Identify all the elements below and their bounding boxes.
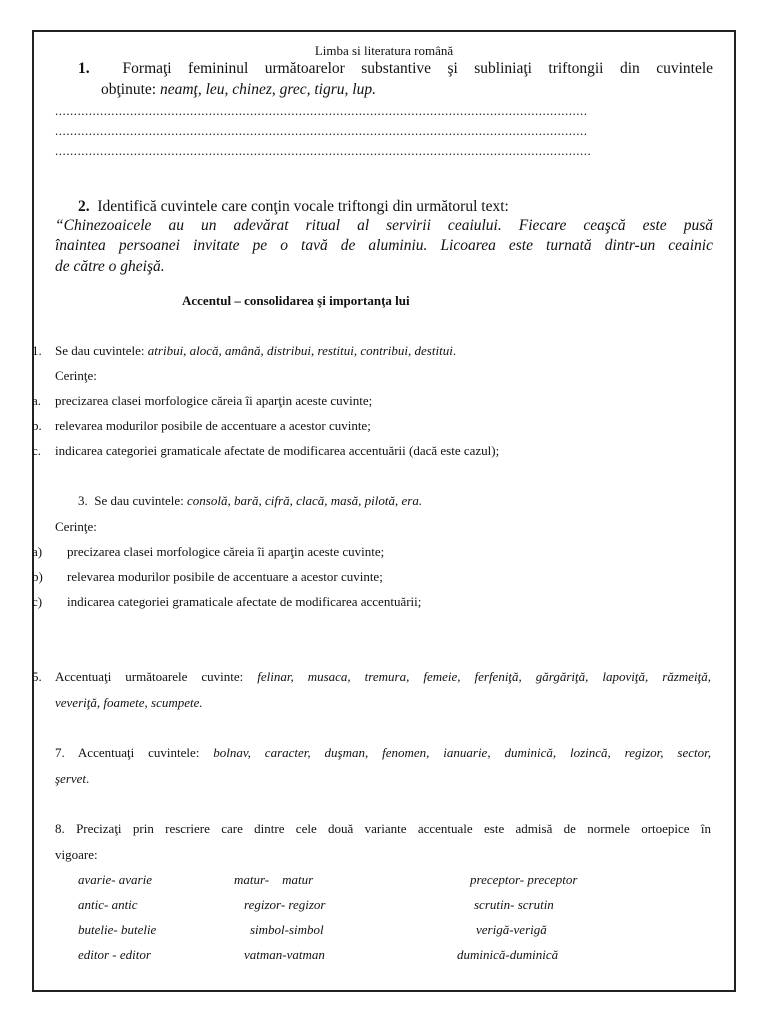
answer-line-2[interactable]: .............................................................................................................................................. bbox=[55, 123, 588, 138]
item-3-words: consolă, bară, cifră, clacă, masă, pilotă, era. bbox=[187, 493, 423, 508]
item-7-line-2: şervet. bbox=[55, 771, 90, 786]
exercise-2-text-line-2: înaintea persoanei invitate pe o tavă de aluminiu. Licoarea este turnată dintr-un ceainic bbox=[55, 237, 713, 254]
word-pair-4-2: vatman-vatman bbox=[244, 947, 325, 962]
word-pair-1-1: avarie- avarie bbox=[78, 872, 153, 887]
item-7-words: bolnav, caracter, duşman, fenomen, ianuarie, duminică, lozincă, regizor, sector, bbox=[213, 745, 712, 760]
item-1-req-c: indicarea categoriei gramaticale afectate de modificarea accentuării (dacă este cazul); bbox=[55, 443, 500, 458]
item-3-req-a: precizarea clasei morfologice căreia îi aparţin aceste cuvinte; bbox=[67, 544, 385, 559]
exercise-1-line-1 bbox=[78, 60, 713, 78]
item-3-text: 3. Se dau cuvintele: consolă, bară, cifră, clacă, masă, pilotă, era. bbox=[78, 493, 423, 508]
item-1-requirements-label: Cerinţe: bbox=[55, 368, 97, 383]
item-1-req-c-marker: c. bbox=[32, 443, 42, 458]
exercise-1-number: 1. bbox=[78, 60, 90, 77]
item-1-req-a: precizarea clasei morfologice căreia îi aparţin aceste cuvinte; bbox=[55, 393, 373, 408]
page-border bbox=[32, 30, 736, 992]
item-3-req-c-marker: c) bbox=[32, 594, 43, 609]
item-1-req-a-marker: a. bbox=[32, 393, 42, 408]
exercise-2-text-line-3: de către o gheişă. bbox=[55, 258, 165, 275]
exercise-2-instruction: Identifică cuvintele care conţin vocale triftongi din următorul text: bbox=[97, 198, 509, 215]
exercise-1-words: neamţ, leu, chinez, grec, tigru, lup. bbox=[159, 81, 376, 98]
answer-line-1[interactable]: .............................................................................................................................................. bbox=[55, 103, 588, 118]
word-pair-1-3: preceptor- preceptor bbox=[470, 872, 578, 887]
item-5-line-1: Accentuaţi următoarele cuvinte: felinar, musaca, tremura, femeie, ferfeniţă, gărgăriţă, lapoviţă, răzmeiţă, bbox=[55, 669, 711, 684]
word-pair-1-2: matur- matur bbox=[234, 872, 314, 887]
word-pair-4-3: duminică-duminică bbox=[457, 947, 559, 962]
exercise-1-prefix: obţinute: bbox=[101, 81, 160, 98]
exercise-1-line-2 bbox=[101, 81, 376, 99]
item-1-words: atribui, alocă, amână, distribui, restitui, contribui, destitui bbox=[147, 343, 453, 358]
exercise-2-text-line-1: “Chinezoaicele au un adevărat ritual al servirii ceaiului. Fiecare ceaşcă este pusă bbox=[55, 217, 713, 234]
exercise-2-number: 2. bbox=[78, 198, 90, 215]
item-3-req-a-marker: a) bbox=[32, 544, 43, 559]
item-5-words: felinar, musaca, tremura, femeie, ferfeniţă, gărgăriţă, lapoviţă, răzmeiţă, bbox=[257, 669, 711, 684]
item-8-line-1: 8. Precizaţi prin rescriere care dintre cele două variante accentuale este admisă de normele ortoepice în bbox=[55, 821, 711, 836]
exercise-2-heading bbox=[78, 198, 509, 216]
item-1-req-b-marker: b. bbox=[32, 418, 42, 433]
word-pair-3-3: verigă-verigă bbox=[476, 922, 547, 937]
section-title: Accentul – consolidarea şi importanţa lui bbox=[182, 293, 410, 308]
word-pair-2-3: scrutin- scrutin bbox=[474, 897, 554, 912]
item-1-text: Se dau cuvintele: atribui, alocă, amână, distribui, restitui, contribui, destitui. bbox=[55, 343, 457, 358]
item-3-requirements-label: Cerinţe: bbox=[55, 519, 97, 534]
item-3-number: 3. bbox=[78, 493, 88, 508]
item-1-req-b: relevarea modurilor posibile de accentuare a acestor cuvinte; bbox=[55, 418, 371, 433]
word-pair-3-2: simbol-simbol bbox=[250, 922, 324, 937]
item-3-req-b: relevarea modurilor posibile de accentuare a acestor cuvinte; bbox=[67, 569, 383, 584]
word-pair-2-2: regizor- regizor bbox=[244, 897, 326, 912]
word-pair-2-1: antic- antic bbox=[78, 897, 138, 912]
answer-line-3[interactable]: ............................................................................................................................................... bbox=[55, 143, 592, 158]
item-5-number: 5. bbox=[32, 669, 42, 684]
item-7-line-1: 7. Accentuaţi cuvintele: bolnav, caracter, duşman, fenomen, ianuarie, duminică, lozincă, regizor, sector, bbox=[55, 745, 712, 760]
item-3-req-b-marker: b) bbox=[32, 569, 43, 584]
exercise-1-instruction: Formaţi femininul următoarelor substantive şi subliniaţi triftongii din cuvintele bbox=[122, 60, 714, 77]
word-pair-4-1: editor - editor bbox=[78, 947, 151, 962]
word-pair-3-1: butelie- butelie bbox=[78, 922, 157, 937]
item-1-number: 1. bbox=[32, 343, 42, 358]
page-title: Limba si literatura română bbox=[314, 43, 454, 58]
item-8-line-2: vigoare: bbox=[55, 847, 98, 862]
item-3-req-c: indicarea categoriei gramaticale afectate de modificarea accentuării; bbox=[67, 594, 422, 609]
item-5-line-2: veveriţă, foamete, scumpete. bbox=[55, 695, 203, 710]
